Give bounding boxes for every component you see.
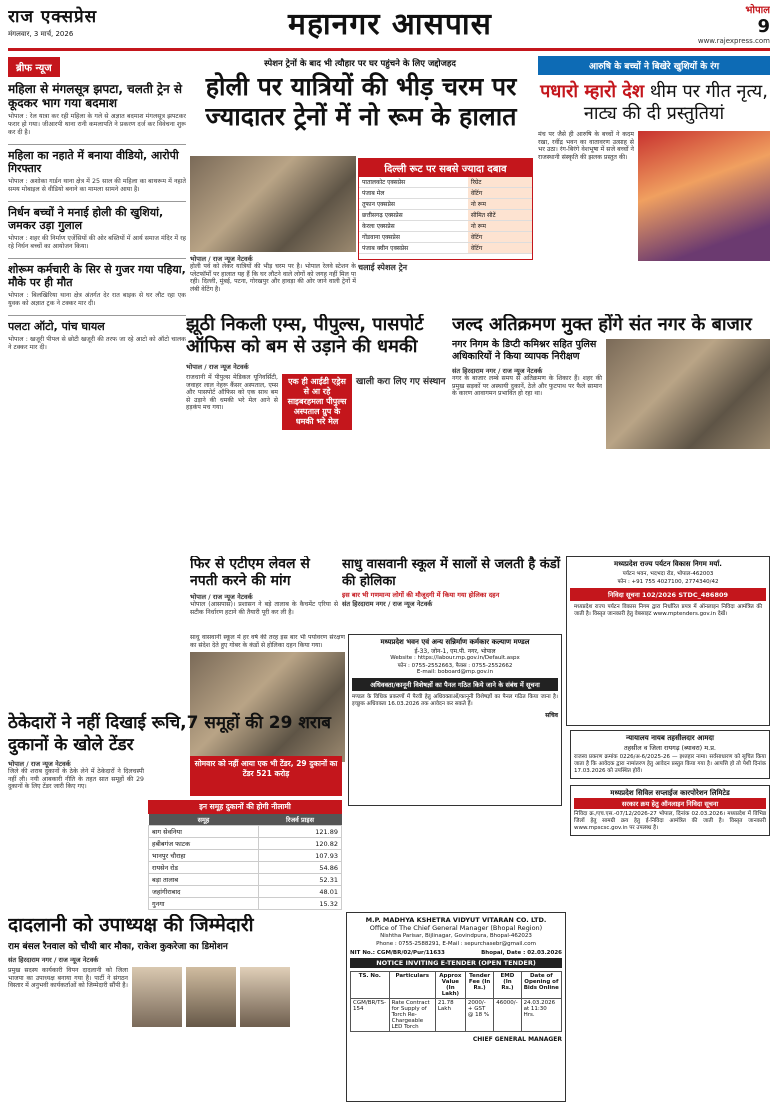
city-label: भोपाल <box>745 5 770 16</box>
brief-item-title[interactable]: निर्धन बच्चों ने मनाई होली की खुशियां, जमकर उड़ा गुलाल <box>8 201 186 232</box>
school-body: साधु वासवानी स्कूल में हर वर्ष की तरह इस बार भी पर्यावरण संरक्षण का संदेश देते हुए गोबर के कंडों से होलिका दहन किया गया। <box>190 634 345 649</box>
court-notice <box>570 730 770 779</box>
delhi-route-box <box>358 158 533 260</box>
lead-headline[interactable]: होली पर यात्रियों की भीड़ चरम पर ज्यादातर ट्रेनों में नो रूम के हालात <box>205 72 517 131</box>
tender-addr: Nishtha Parisar, Bijlinagar, Govindpura, Bhopal-462023 <box>380 933 532 939</box>
bomb-body: राजधानी में पीपुल्स मेडिकल यूनिवर्सिटी, जवाहर लाल नेहरू कैंसर अस्पताल, एम्स और पासपोर्ट ऑफिस को एक साथ बम से उड़ाने की धमकी भरे मेल आने से हड़कंप मच गया। <box>186 374 278 412</box>
labour-title: मध्यप्रदेश भवन एवं अन्य सन्निर्माण कर्मकार कल्याण मण्डल <box>380 638 530 646</box>
table-row: बड़ा तालाब 52.31 <box>149 874 342 886</box>
mp-tourism-ad <box>566 556 770 726</box>
table-row: केरला एक्सप्रेस नो रूम <box>359 221 532 232</box>
avatar <box>186 967 236 1027</box>
labour-sign: सचिव <box>545 712 558 719</box>
dadlani-subhead: राम बंसल रैनवाल को चौथी बार मौका, राकेश कुकरेजा का डिमोशन <box>8 942 228 952</box>
lead-body: होली पर्व को लेकर यात्रियों की भीड़ चरम पर है। भोपाल रेलवे स्टेशन के प्लेटफॉर्मों पर हालात यह हैं कि घर लौटने वाले लोगों को जगह नहीं मिल पा रही। दिल्ली, मुंबई, पटना, गोरखपुर और हावड़ा की ओर जाने वाली ट्रेनों में लंबी वेटिंग है। <box>190 263 356 293</box>
aarushi-headline-red: पधारो म्हारो देश <box>540 81 645 102</box>
fire-headline[interactable]: फिर से एटीएम लेवल से नपती करने की मांग <box>190 556 310 589</box>
tourism-phone: फोन : +91 755 4027100, 2774340/42 <box>617 579 719 585</box>
liquor-byline: भोपाल / राज न्यूज नेटवर्क <box>8 760 71 768</box>
brief-item-body: भोपाल : खजूरी पीपल से छोटी खजूरी की तरफ जा रहे आटो को ऑटो चालक ने टक्कर मार दी। <box>8 336 186 351</box>
tourism-title: मध्यप्रदेश राज्य पर्यटन विकास निगम मर्या. <box>614 560 722 568</box>
paper-name: राज एक्सप्रेस <box>8 7 98 27</box>
table-row: रायसेन रोड 54.86 <box>149 862 342 874</box>
right-notices <box>570 730 770 1102</box>
encroach-body: नगर के बाजार लम्बे समय से अतिक्रमण के शिकार हैं। शहर की प्रमुख सड़कों पर अस्थायी दुकानें, ठेले और फुटपाथ पर फैले सामान के कारण आवागमन प्रभावित हो रहा था। <box>452 375 602 398</box>
table-row: तूफान एक्सप्रेस नो रूम <box>359 199 532 210</box>
tender-office: Office of The Chief General Manager (Bhopal Region) <box>369 924 543 932</box>
aarushi-bar: आरुषि के बच्चों ने बिखेरे खुशियों के रंग <box>538 56 770 75</box>
aarushi-body: मंच पर जैसे ही आरुषि के बच्चों ने कदम रखा, रवींद्र भवन का वातावरण उत्साह से भर उठा। रंग-बिरंगे वेशभूषा में सजे बच्चों ने राजस्थानी संस्कृति की झलक प्रस्तुत की। <box>538 131 634 161</box>
tourism-addr: पर्यटन भवन, भदभदा रोड, भोपाल-462003 <box>622 571 714 577</box>
dadlani-body: प्रमुख सदस्य कार्यकारी विपन दादलानी को जिला भाजपा का उपाध्यक्ष बनाया गया है। पार्टी ने संगठन विस्तार में अनुभवी कार्यकर्ताओं को जिम्मेदारी सौंपी है। <box>8 967 128 990</box>
avatar <box>132 967 182 1027</box>
aarushi-headline-rest: थीम पर गीत नृत्य, नाट्य की दी प्रस्तुतियां <box>583 81 768 124</box>
school-side: इस बार भी गणमान्य लोगों की मौजूदगी में किया गया होलिका दहन <box>342 591 500 599</box>
encroach-byline: संत हिरदाराम नगर / राज न्यूज नेटवर्क <box>452 367 543 375</box>
masthead-right <box>620 2 770 46</box>
table-row: CGM/BR/TS-154 Rate Contract for Supply of Torch Re-Chargeable LED Torch 21.78 Lakh 2000/- + GST @ 18 % 46000/- 24.03.2026 at 11:30 Hrs. <box>351 999 562 1032</box>
court-title: न्यायालय नायब तहसीलदार आमदा <box>626 734 714 742</box>
civil-supplies-notice <box>570 785 770 836</box>
liquor-body: जिले की शराब दुकानों के ठेके लेने में ठेकेदारों ने दिलचस्पी नहीं ली। नयी आबकारी नीति के तहत सात समूहों की 29 दुकानों के लिए टेंडर जारी किए गए। <box>8 768 144 791</box>
section-title: महानगर आसपास <box>288 7 492 42</box>
encroach-story <box>452 314 770 554</box>
tender-phone: Phone : 0755-2588291, E-Mail : sepurchasebr@gmail.com <box>376 941 536 947</box>
liquor-table-title: इन समूह दुकानों की होगी नीलामी <box>148 800 342 814</box>
aarushi-photo <box>638 131 770 261</box>
liquor-table <box>148 814 342 910</box>
tender-footer: CHIEF GENERAL MANAGER <box>472 1036 562 1043</box>
bomb-headline[interactable]: झूठी निकली एम्स, पीपुल्स, पासपोर्ट ऑफिस को बम से उड़ाने की धमकी <box>186 314 424 357</box>
fire-byline: भोपाल / राज न्यूज नेटवर्क <box>190 593 253 601</box>
encroach-photo <box>606 339 770 449</box>
court-body: राजस्व प्रकरण क्रमांक 0226/अ-6/2025-26 — इश्तहार नामा। सर्वसाधारण को सूचित किया जाता है कि आवेदक द्वारा नामांतरण हेतु आवेदन प्रस्तुत किया गया है। आपत्ति हो तो पेशी दिनांक 17.03.2026 को उपस्थित होवें। <box>574 754 766 774</box>
aarushi-headline[interactable] <box>538 81 770 125</box>
brief-item-body: भोपाल : शहर की निर्माण एजेंसियों की ओर बस्तियों में आर्य समाज मंदिर में रह रहे निर्धन बच्चों का आयोजन किया। <box>8 235 186 250</box>
table-header: समूह रिजर्व प्राइस <box>149 814 342 826</box>
table-row: जहांगीराबाद 48.01 <box>149 886 342 898</box>
encroach-headline[interactable]: जल्द अतिक्रमण मुक्त होंगे संत नगर के बाजार <box>452 314 752 335</box>
masthead-rule <box>8 48 770 51</box>
tender-nit: NIT No.: CGM/BR/02/Pur/11633 <box>350 950 445 956</box>
bomb-subhead: खाली करा लिए गए संस्थान <box>356 377 446 387</box>
table-row: पंजाब क्वीन एक्सप्रेस वेटिंग <box>359 243 532 254</box>
brief-item-title[interactable]: पलटा ऑटो, पांच घायल <box>8 315 186 333</box>
lead-byline: भोपाल / राज न्यूज नेटवर्क <box>190 255 253 263</box>
labour-body: मण्डल के विधिक प्रकरणों में पैरवी हेतु अधिवक्ताओं/कानूनी विशेषज्ञों का पैनल गठित किया जाना है। इच्छुक अधिवक्ता 16.03.2026 तक आवेदन कर सकते हैं। <box>352 694 558 707</box>
bomb-story <box>186 314 448 554</box>
encroach-subhead: नगर निगम के डिप्टी कमिश्नर सहित पुलिस अधिकारियों ने किया व्यापक निरीक्षण <box>452 339 597 362</box>
liquor-table-box <box>148 800 342 910</box>
lead-subhead: चलाई स्पेशल ट्रेन <box>358 263 408 272</box>
labour-board-ad <box>348 634 562 806</box>
dadlani-headline[interactable]: दादलानी को उपाध्यक्ष की जिम्मेदारी <box>8 914 254 936</box>
supplies-body: निविदा क्र./एच.एस.-07/12/2026-27 भोपाल, दिनांक 02.03.2026। मध्यप्रदेश में विभिन्न जिलों हेतु सामग्री क्रय हेतु ई-निविदा आमंत्रित की जाती है। विस्तृत जानकारी www.mpscsc.gov.in पर उपलब्ध है। <box>574 811 766 831</box>
delhi-box-title: दिल्ली रूट पर सबसे ज्यादा दबाव <box>359 159 532 177</box>
page-number: 9 <box>757 16 770 37</box>
table-row: भानपुर चौराहा 107.93 <box>149 850 342 862</box>
labour-email[interactable]: E-mail: boboard@mp.gov.in <box>416 669 494 675</box>
table-row: बाग सेवनिया 121.89 <box>149 826 342 838</box>
avatar <box>240 967 290 1027</box>
tender-company: M.P. MADHYA KSHETRA VIDYUT VITARAN CO. LTD. <box>365 916 547 924</box>
supplies-title: मध्यप्रदेश सिविल सप्लाईज कारपोरेशन लिमिटेड <box>610 789 730 797</box>
school-byline: संत हिरदाराम नगर / राज न्यूज नेटवर्क <box>342 600 433 608</box>
labour-web[interactable]: Website : https://labour.mp.gov.in/Default.aspx <box>390 655 520 661</box>
table-row: गुनगा 15.32 <box>149 898 342 910</box>
brief-item-body: भोपाल : बिलखिरिया थाना क्षेत्र अंतर्गत देर रात बाइक से घर लौट रहा एक युवक को अज्ञात ट्रक ने टक्कर मार दी। <box>8 292 186 307</box>
table-header: TS. No. Particulars Approx Value (In Lakh) Tender Fee (In Rs.) EMD (In Rs.) Date of Opening of Bids Online <box>351 972 562 999</box>
brief-news-tag: ब्रीफ न्यूज <box>8 57 60 77</box>
masthead-paper <box>8 4 168 44</box>
labour-addr: ई-33, जोन-1, एम.पी. नगर, भोपाल <box>414 648 496 655</box>
tourism-tender: निविदा सूचना 102/2026 STDC_486809 <box>570 588 766 601</box>
labour-notice: अधिवक्ता/कानूनी विशेषज्ञों का पैनल गठित किये जाने के संबंध में सूचना <box>352 678 558 691</box>
school-headline[interactable]: साधु वासवानी स्कूल में सालों से जलती है कंडों की होलिका <box>342 557 561 589</box>
brief-item-title[interactable]: महिला का नहाते में बनाया वीडियो, आरोपी गिरफ्तार <box>8 144 186 175</box>
liquor-callout: सोमवार को नहीं आया एक भी टेंडर, 29 दुकानों का टेंडर 521 करोड़ <box>190 756 342 796</box>
electricity-tender <box>346 912 566 1102</box>
bomb-redbox: एक ही आईडी एड्रेस से आ रहे साइबरहमला पीपुल्स अस्पताल ग्रुप के धमकी भरे मेल <box>282 374 352 430</box>
website-link[interactable]: www.rajexpress.com <box>697 37 770 45</box>
delhi-train-table <box>359 177 532 254</box>
table-row: छत्तीसगढ़ एक्सप्रेस सीमित सीटें <box>359 210 532 221</box>
bomb-byline: भोपाल / राज न्यूज नेटवर्क <box>186 363 249 371</box>
tender-nit-date: Bhopal, Date : 02.03.2026 <box>481 950 562 956</box>
brief-item-body: भोपाल : रेल यात्रा कर रही महिला के गले से अज्ञात बदमाश मंगलसूत्र झपटकर फरार हो गया। जीआरपी थाना रानी कमलापति ने प्रकरण दर्ज कर विवेचना शुरू कर दी है। <box>8 113 186 136</box>
supplies-sub: सरकार क्रय हेतु ऑनलाइन निविदा सूचना <box>574 798 766 809</box>
issue-date: मंगलवार, 3 मार्च, 2026 <box>8 30 74 38</box>
court-sub: तहसील व जिला रायगढ़ (ब्यावरा) म.प्र. <box>624 744 716 752</box>
aarushi-feature <box>538 56 770 311</box>
lead-photo <box>190 156 356 252</box>
lead-body-block <box>190 254 356 310</box>
brief-item-body: भोपाल : अशोका गार्डन थाना क्षेत्र में 25 साल की महिला का बाथरूम में नहाते समय मोबाइल से वीडियो बनाने का मामला सामने आया है। <box>8 178 186 193</box>
dadlani-byline: संत हिरदाराम नगर / राज न्यूज नेटवर्क <box>8 956 99 964</box>
table-row: गोंडवाना एक्सप्रेस वेटिंग <box>359 232 532 243</box>
school-story <box>342 556 562 630</box>
liquor-headline[interactable]: ठेकेदारों ने नहीं दिखाई रूचि,7 समूहों की 29 शराब दुकानों के खोले टेंडर <box>8 713 331 755</box>
table-row: पंजाब मेल वेटिंग <box>359 188 532 199</box>
tourism-body: मध्यप्रदेश राज्य पर्यटन विकास निगम द्वारा निर्धारित प्रपत्र में ऑनलाइन निविदा आमंत्रित की जाती है। विस्तृत जानकारी हेतु वेबसाइट www.mptenders.gov.in देखें। <box>574 604 762 617</box>
brief-item-title[interactable]: महिला से मंगलसूत्र झपटा, चलती ट्रेन से कूदकर भाग गया बदमाश <box>8 82 183 110</box>
tender-notice: NOTICE INVITING E-TENDER (OPEN TENDER) <box>350 958 562 968</box>
lead-kicker: स्पेशन ट्रेनों के बाद भी त्यौहार पर घर पहुंचने के लिए जद्दोजहद <box>264 59 456 69</box>
labour-phone: फोन : 0755-2552663, फैक्स : 0755-2552662 <box>397 663 513 669</box>
table-row: पातालकोट एक्सप्रेस रिग्रेट <box>359 177 532 188</box>
table-row: हबीबगंज फाटक 120.82 <box>149 838 342 850</box>
tender-table <box>350 971 562 1032</box>
brief-item-title[interactable]: शोरूम कर्मचारी के सिर से गुजर गया पहिया, मौके पर ही मौत <box>8 258 186 289</box>
dadlani-story <box>8 914 338 1104</box>
lead-subhead-block <box>358 262 533 310</box>
fire-body: भोपाल (आसपास)। प्रशासन ने बड़े तालाब के कैचमेंट एरिया से सटीक निर्धारण हटाने की तैयारी पूरी कर ली है। <box>190 601 338 616</box>
brief-news-column <box>8 56 186 708</box>
fire-story <box>190 556 338 630</box>
